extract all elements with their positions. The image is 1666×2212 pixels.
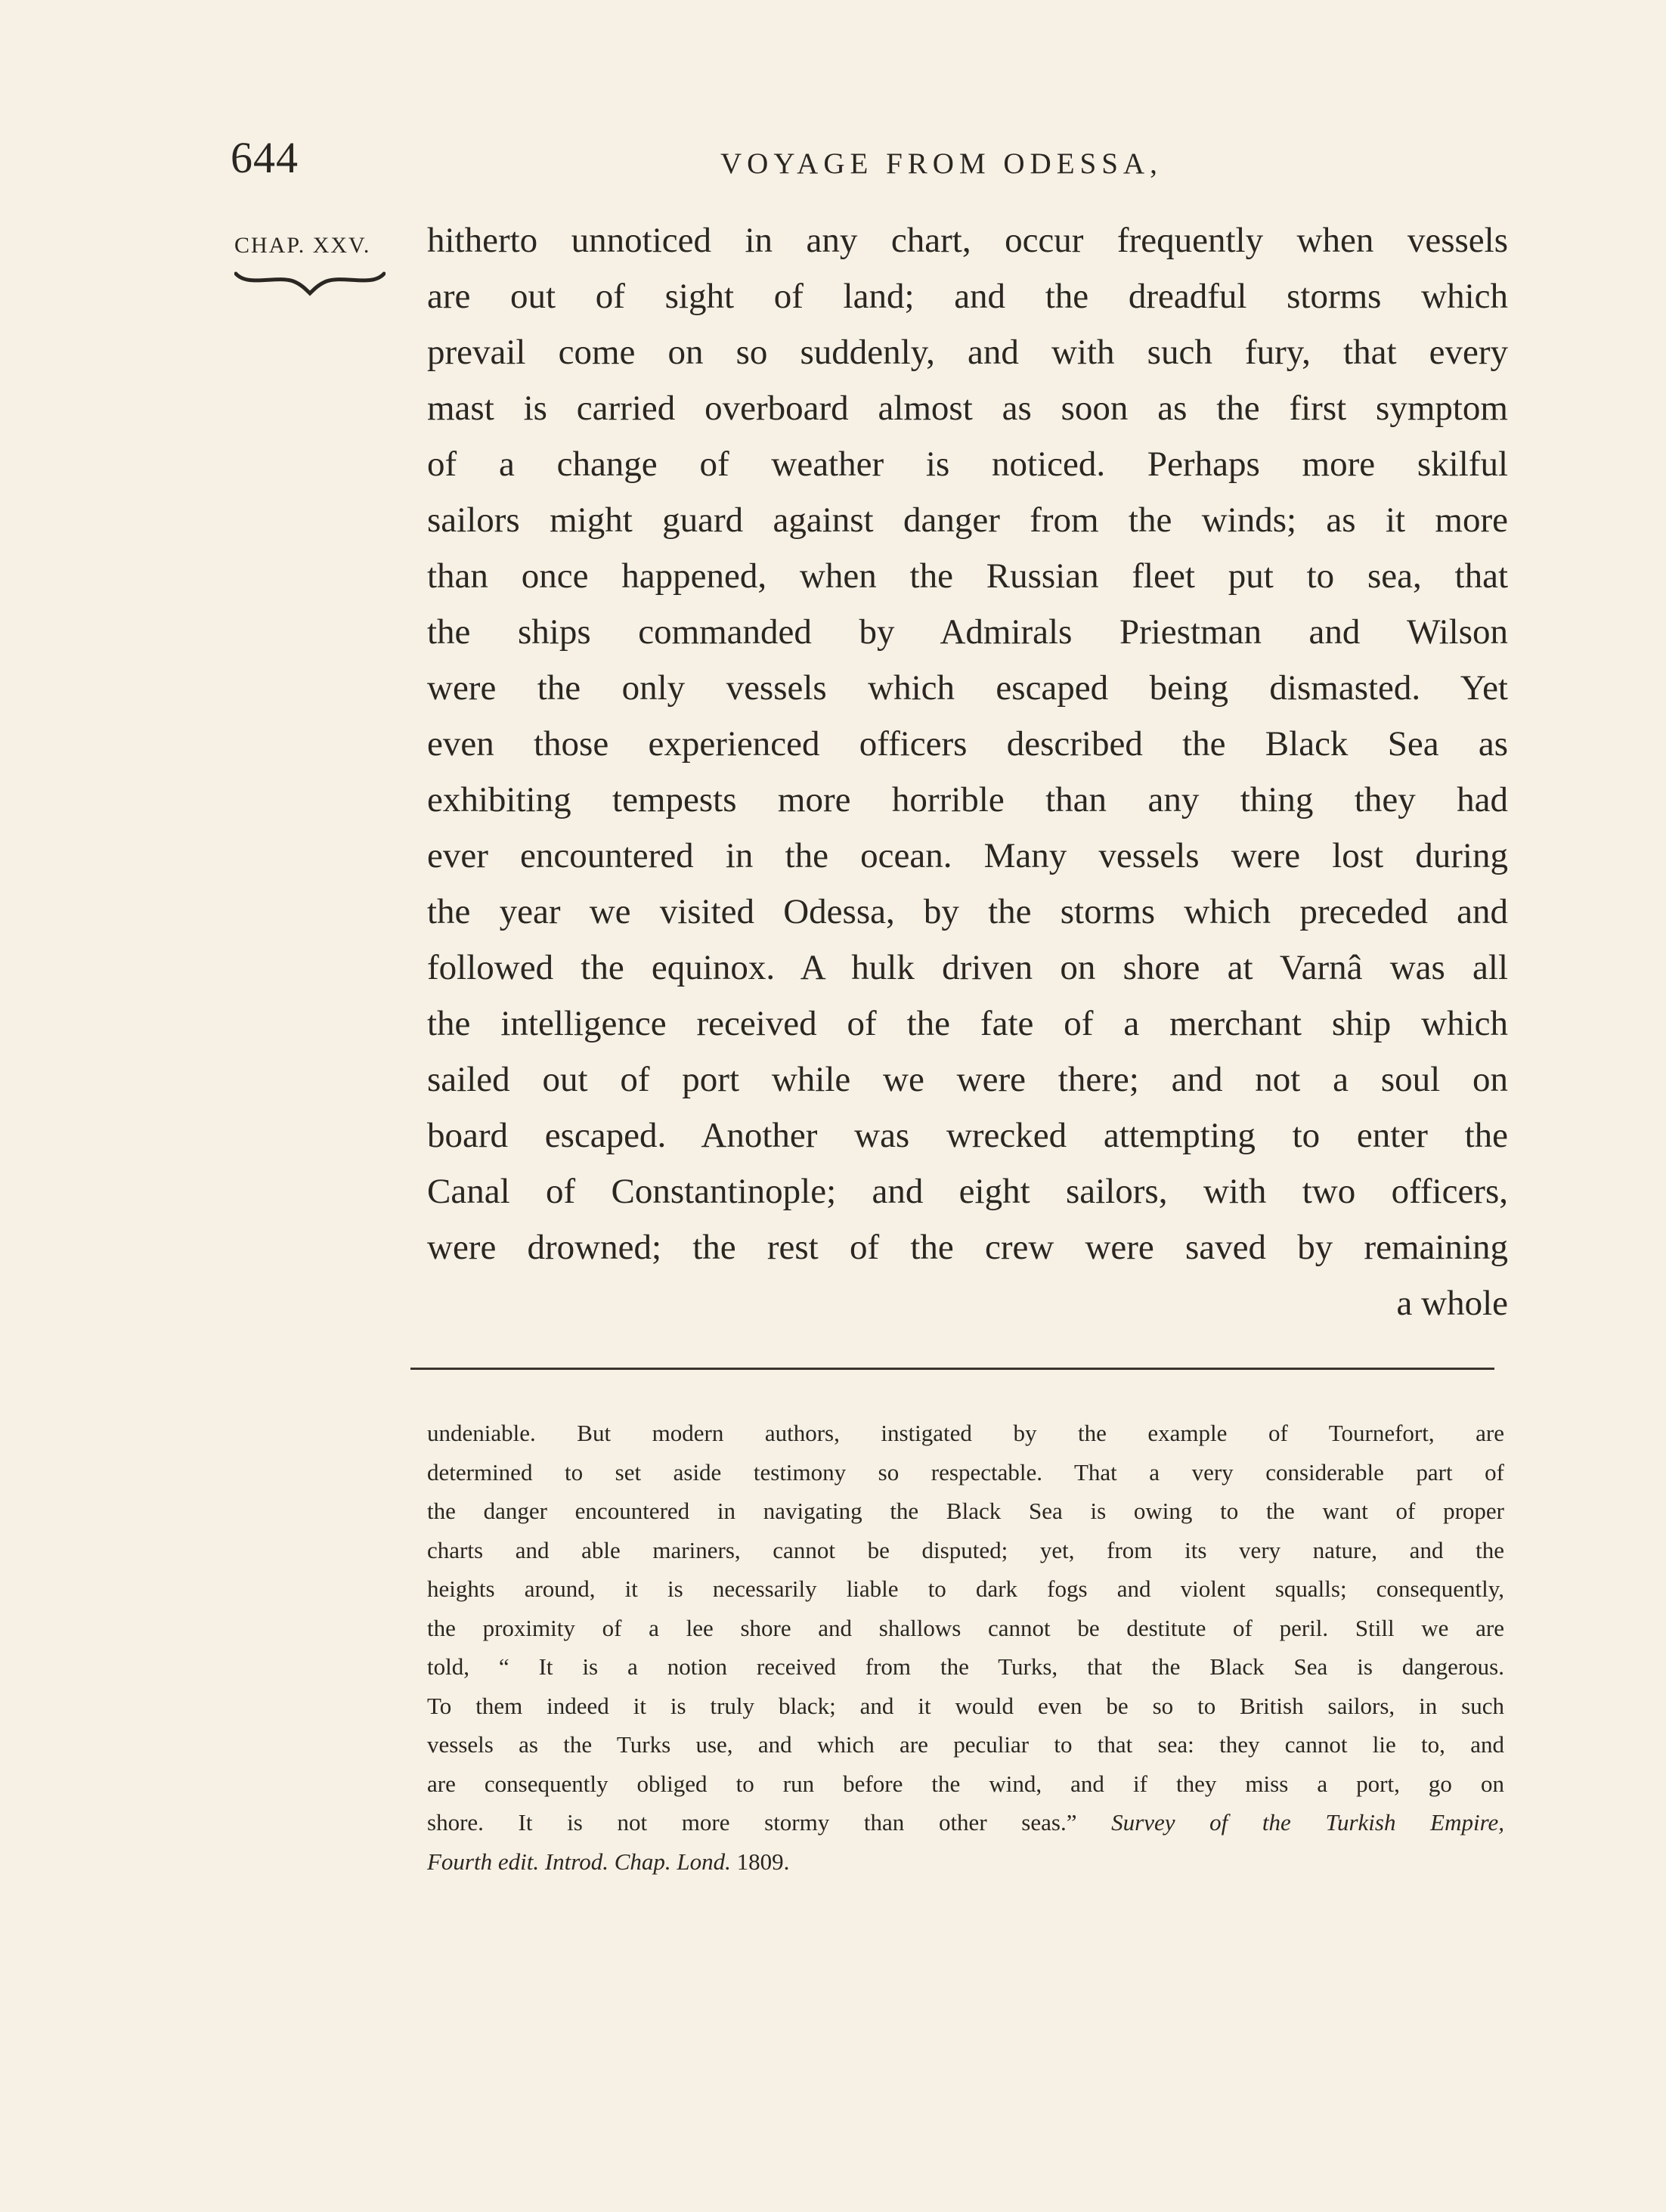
footnote-citation-edition: Fourth edit. Introd. Chap. Lond. [427,1848,731,1875]
footnote-line: told, “ It is a notion received from the Turks, that the Black Sea is dangerous. [427,1653,1504,1680]
text-line: exhibiting tempests more horrible than any thing they had [427,780,1508,819]
footnote-citation-year: 1809. [736,1848,790,1875]
footnote-citation-title: Survey of the Turkish Empire, [1111,1809,1505,1836]
footnote-line: are consequently obliged to run before the wind, and if they miss a port, go on [427,1770,1504,1797]
footnote-line: vessels as the Turks use, and which are peculiar to that sea: they cannot lie to, and [427,1731,1504,1758]
main-text-block [427,212,1508,1331]
footnote-block [427,1414,1504,1881]
footnote-line: heights around, it is necessarily liable to dark fogs and violent squalls; consequently, [427,1575,1504,1602]
footnote-line: determined to set aside testimony so respectable. That a very considerable part of [427,1458,1504,1486]
footnote-line [427,1803,1504,1842]
footnote-line: charts and able mariners, cannot be disputed; yet, from its very nature, and the [427,1536,1504,1563]
text-line: sailors might guard against danger from the winds; as it more [427,500,1508,540]
footnote-line: the danger encountered in navigating the Black Sea is owing to the want of proper [427,1498,1504,1524]
text-line: board escaped. Another was wrecked attempting to enter the [427,1116,1508,1155]
text-line: than once happened, when the Russian fleet put to sea, that [427,556,1508,596]
footnote-line [427,1842,1504,1882]
text-line: ever encountered in the ocean. Many vessels were lost during [427,836,1508,875]
footnote-line: the proximity of a lee shore and shallows cannot be destitute of peril. Still we are [427,1614,1504,1641]
text-line: followed the equinox. A hulk driven on shore at Varnâ was all [427,948,1508,987]
page-number: 644 [231,133,299,182]
text-line: the ships commanded by Admirals Priestman and Wilson [427,612,1508,652]
text-line: even those experienced officers described the Black Sea as [427,724,1508,764]
text-line: Canal of Constantinople; and eight sailors, with two officers, [427,1172,1508,1211]
text-line: are out of sight of land; and the dreadful storms which [427,277,1508,316]
text-line: were the only vessels which escaped being dismasted. Yet [427,668,1508,708]
text-line: mast is carried overboard almost as soon as the first symptom [427,389,1508,428]
text-line: of a change of weather is noticed. Perhaps more skilful [427,445,1508,484]
text-line: the year we visited Odessa, by the storms which preceded and [427,892,1508,931]
text-line: the intelligence received of the fate of a merchant ship which [427,1004,1508,1043]
text-line: were drowned; the rest of the crew were saved by remaining [427,1228,1508,1267]
footnote-quote-end: shore. It is not more stormy than other seas.” [427,1809,1077,1836]
text-line: hitherto unnoticed in any chart, occur frequently when vessels [427,221,1508,260]
text-line: prevail come on so suddenly, and with such fury, that every [427,333,1508,372]
footnote-line: undeniable. But modern authors, instigated by the example of Tournefort, are [427,1420,1504,1446]
footnote-line: To them indeed it is truly black; and it would even be so to British sailors, in such [427,1692,1504,1719]
catchword: a whole [1396,1284,1508,1323]
chapter-brace-ornament [234,271,386,298]
chapter-label: CHAP. XXV. [234,233,371,258]
text-line: sailed out of port while we were there; and not a soul on [427,1060,1508,1099]
footnote-rule [410,1368,1494,1370]
running-title: VOYAGE FROM ODESSA, [720,147,1163,180]
